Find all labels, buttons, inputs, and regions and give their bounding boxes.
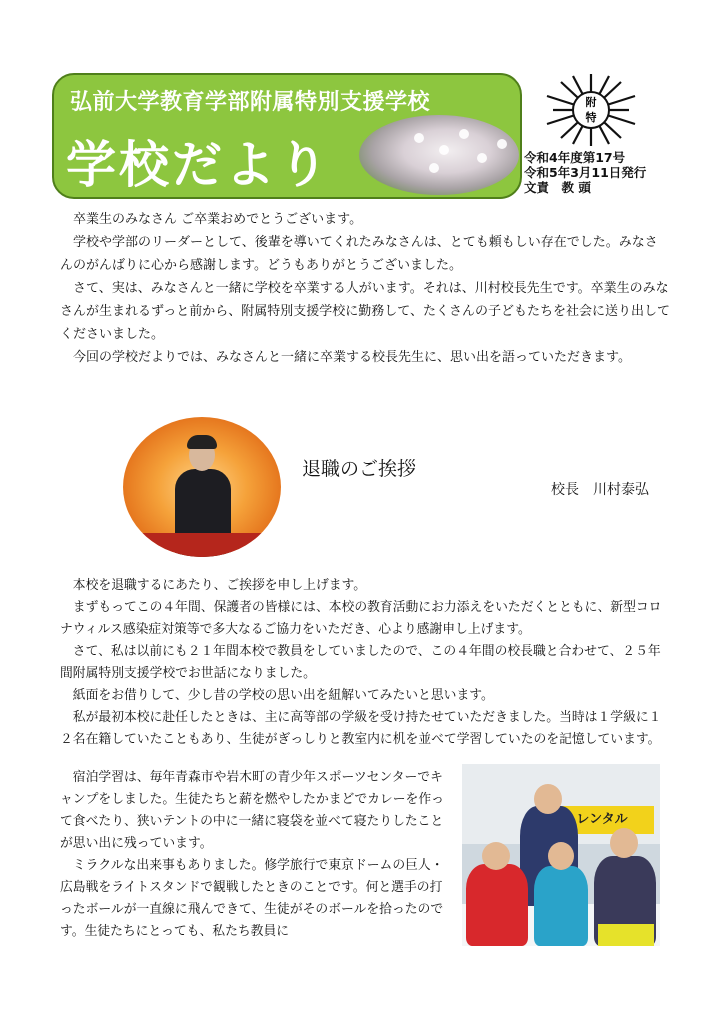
principal-name: 校長 川村泰弘 [551, 482, 649, 498]
body-paragraph: 紙面をお借りして、少し昔の学校の思い出を紐解いてみたいと思います。 [72, 688, 494, 703]
body-paragraph: ミラクルな出来事もありました。修学旅行で東京ドームの巨人・広島戦をライトスタンドで観戦したときのことです。何と選手の打ったボールが一直線に飛んできて、生徒がそのボールを拾ったのです。生徒たちにとっても、私たち教員に [60, 858, 444, 939]
newsletter-header [52, 73, 522, 199]
intro-paragraph: 卒業生のみなさん ご卒業おめでとうございます。 [73, 212, 363, 227]
school-name: 弘前大学教育学部附属特別支援学校 [70, 90, 431, 115]
ski-trip-photo [462, 764, 660, 946]
yellow-ski-pants [598, 924, 654, 946]
newsletter-title: 学校だより [66, 136, 331, 194]
farewell-title: 退職のご挨拶 [302, 458, 417, 480]
farewell-body-continued [60, 767, 448, 943]
body-paragraph: まずもってこの４年間、保護者の皆様には、本校の教育活動にお力添えをいただくとともに、新型コロナウィルス感染症対策等で多大なるご協力をいただき、心より感謝申し上げます。 [60, 600, 662, 637]
principal-photo [123, 417, 281, 557]
intro-paragraph: 学校や学部のリーダーとして、後輩を導いてくれたみなさんは、とても頼もしい存在でした。みなさんのがんばりに心から感謝します。どうもありがとうございました。 [60, 235, 658, 273]
adult-head [534, 784, 562, 814]
podium [123, 533, 281, 557]
principal-hair [187, 435, 217, 449]
issue-date: 令和5年3月11日発行 [524, 165, 647, 180]
svg-text:特: 特 [585, 111, 597, 124]
rental-sign: レンタル [550, 806, 654, 834]
child-head [548, 842, 574, 870]
issue-author: 文責 教 頭 [524, 180, 591, 195]
intro-message [60, 208, 670, 369]
body-paragraph: 私が最初本校に赴任したときは、主に高等部の学級を受け持たせていただきました。当時は１学級に１２名在籍していたこともあり、生徒がぎっしりと教室内に机を並べて学習していたのを記憶しています。 [60, 710, 662, 747]
body-paragraph: さて、私は以前にも２１年間本校で教員をしていましたので、この４年間の校長職と合わせて、２５年間附属特別支援学校でお世話になりました。 [60, 644, 661, 681]
issue-info [524, 150, 646, 195]
body-paragraph: 本校を退職するにあたり、ご挨拶を申し上げます。 [72, 578, 367, 593]
farewell-body [60, 575, 670, 751]
intro-paragraph: さて、実は、みなさんと一緒に学校を卒業する人がいます。それは、川村校長先生です。卒業生のみなさんが生まれるずっと前から、附属特別支援学校に勤務して、たくさんの子どもたちを社会に送り出してくださいました。 [60, 281, 670, 342]
body-paragraph: 宿泊学習は、毎年青森市や岩木町の青少年スポーツセンターでキャンプをしました。生徒たちと薪を燃やしたかまどでカレーを作って食べたり、狭いテントの中に一緒に寝袋を並べて寝たりしたことが思い出に残っています。 [60, 770, 444, 851]
svg-text:附: 附 [585, 96, 597, 109]
child-head [482, 842, 510, 870]
school-emblem-icon [543, 72, 639, 148]
intro-paragraph: 今回の学校だよりでは、みなさんと一緒に卒業する校長先生に、思い出を語っていただきます。 [73, 350, 631, 365]
child-red-jacket [466, 864, 528, 946]
cherry-blossom-photo [359, 115, 519, 195]
child-blue-jacket [534, 866, 588, 946]
issue-number: 令和4年度第17号 [524, 150, 626, 165]
child-head [610, 828, 638, 858]
